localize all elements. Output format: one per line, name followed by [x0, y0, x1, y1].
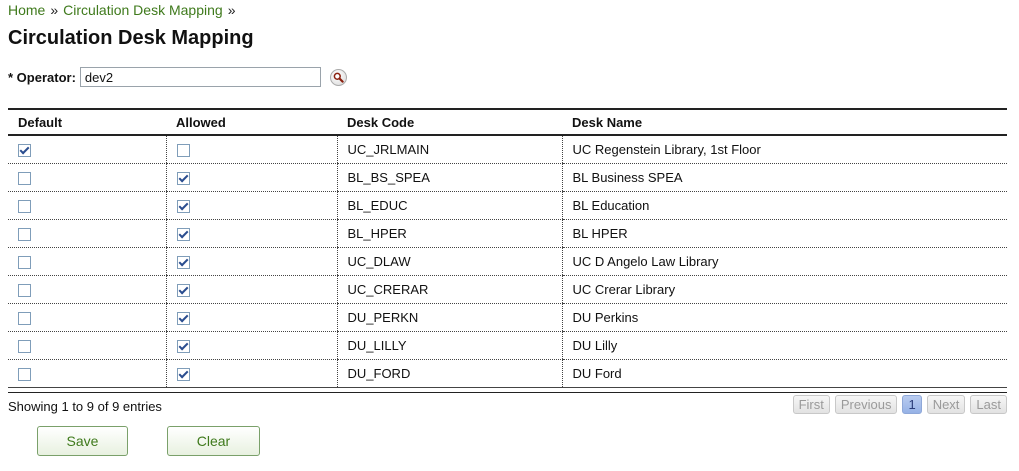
table-row	[8, 164, 1007, 192]
allowed-checkbox[interactable]	[177, 368, 190, 381]
desk-name-cell: DU Perkins	[562, 304, 1007, 332]
column-header-default[interactable]: Default	[8, 109, 166, 135]
allowed-checkbox[interactable]	[177, 200, 190, 213]
desk-code-cell: DU_PERKN	[337, 304, 562, 332]
default-checkbox[interactable]	[18, 368, 31, 381]
allowed-cell	[166, 220, 337, 248]
desk-mapping-grid	[8, 108, 1007, 388]
allowed-checkbox[interactable]	[177, 312, 190, 325]
desk-name-cell: UC D Angelo Law Library	[562, 248, 1007, 276]
default-cell	[8, 304, 166, 332]
allowed-cell	[166, 276, 337, 304]
allowed-checkbox[interactable]	[177, 172, 190, 185]
allowed-checkbox[interactable]	[177, 228, 190, 241]
desk-name-cell: UC Regenstein Library, 1st Floor	[562, 135, 1007, 164]
table-row	[8, 192, 1007, 220]
pagination-first-button[interactable]: First	[793, 395, 830, 414]
default-cell	[8, 360, 166, 388]
save-button[interactable]: Save	[37, 426, 128, 456]
table-info: Showing 1 to 9 of 9 entries	[8, 399, 162, 414]
desk-code-cell: BL_EDUC	[337, 192, 562, 220]
desk-code-cell: DU_FORD	[337, 360, 562, 388]
allowed-checkbox[interactable]	[177, 340, 190, 353]
desk-code-cell: UC_CRERAR	[337, 276, 562, 304]
table-row	[8, 135, 1007, 164]
allowed-checkbox[interactable]	[177, 144, 190, 157]
allowed-cell	[166, 192, 337, 220]
breadcrumb	[8, 2, 240, 18]
default-checkbox[interactable]	[18, 312, 31, 325]
desk-code-cell: DU_LILLY	[337, 332, 562, 360]
desk-name-cell: UC Crerar Library	[562, 276, 1007, 304]
allowed-cell	[166, 248, 337, 276]
page-title: Circulation Desk Mapping	[8, 27, 254, 49]
pagination-last-button[interactable]: Last	[970, 395, 1007, 414]
pagination-next-button[interactable]: Next	[927, 395, 966, 414]
default-cell	[8, 164, 166, 192]
desk-code-cell: UC_JRLMAIN	[337, 135, 562, 164]
table-header-row	[8, 109, 1007, 135]
column-header-allowed[interactable]: Allowed	[166, 109, 337, 135]
default-cell	[8, 276, 166, 304]
default-checkbox[interactable]	[18, 172, 31, 185]
default-cell	[8, 192, 166, 220]
allowed-checkbox[interactable]	[177, 256, 190, 269]
footer-divider	[8, 392, 1007, 393]
default-checkbox[interactable]	[18, 144, 31, 157]
operator-input[interactable]	[80, 67, 321, 87]
allowed-cell	[166, 332, 337, 360]
table-row	[8, 248, 1007, 276]
default-checkbox[interactable]	[18, 228, 31, 241]
breadcrumb-home-link[interactable]: Home	[8, 2, 46, 18]
table-body	[8, 135, 1007, 388]
default-checkbox[interactable]	[18, 200, 31, 213]
desk-name-cell: DU Lilly	[562, 332, 1007, 360]
table-row	[8, 360, 1007, 388]
column-header-desk-code[interactable]: Desk Code	[337, 109, 562, 135]
default-cell	[8, 220, 166, 248]
breadcrumb-separator: »	[227, 2, 236, 18]
allowed-cell	[166, 360, 337, 388]
desk-name-cell: BL Business SPEA	[562, 164, 1007, 192]
pagination	[793, 395, 1007, 414]
desk-code-cell: BL_HPER	[337, 220, 562, 248]
table-row	[8, 304, 1007, 332]
magnifier-icon[interactable]	[330, 69, 347, 86]
pagination-previous-button[interactable]: Previous	[835, 395, 898, 414]
default-checkbox[interactable]	[18, 340, 31, 353]
desk-code-cell: UC_DLAW	[337, 248, 562, 276]
allowed-cell	[166, 164, 337, 192]
operator-label: * Operator:	[8, 69, 76, 85]
operator-row	[8, 66, 347, 88]
default-checkbox[interactable]	[18, 284, 31, 297]
desk-name-cell: DU Ford	[562, 360, 1007, 388]
default-cell	[8, 135, 166, 164]
default-checkbox[interactable]	[18, 256, 31, 269]
clear-button[interactable]: Clear	[167, 426, 260, 456]
default-cell	[8, 332, 166, 360]
allowed-cell	[166, 304, 337, 332]
table-row	[8, 276, 1007, 304]
magnifier-glyph	[333, 72, 344, 83]
column-header-desk-name[interactable]: Desk Name	[562, 109, 1007, 135]
desk-code-cell: BL_BS_SPEA	[337, 164, 562, 192]
breadcrumb-separator: »	[50, 2, 59, 18]
desk-mapping-table	[8, 108, 1007, 388]
pagination-page-button[interactable]: 1	[902, 395, 921, 414]
allowed-checkbox[interactable]	[177, 284, 190, 297]
table-row	[8, 332, 1007, 360]
allowed-cell	[166, 135, 337, 164]
breadcrumb-current-link[interactable]: Circulation Desk Mapping	[63, 2, 223, 18]
table-row	[8, 220, 1007, 248]
desk-name-cell: BL Education	[562, 192, 1007, 220]
default-cell	[8, 248, 166, 276]
desk-name-cell: BL HPER	[562, 220, 1007, 248]
